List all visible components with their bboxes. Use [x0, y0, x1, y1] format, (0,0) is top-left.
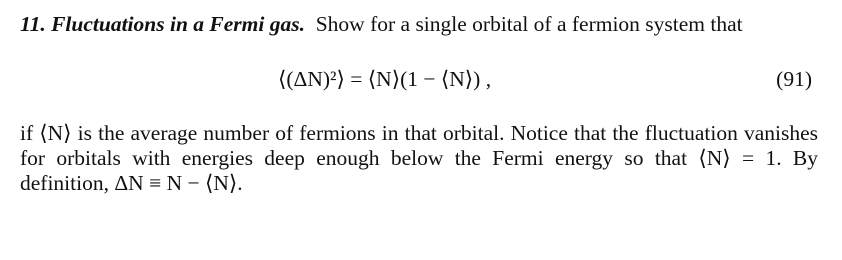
problem-heading — [20, 12, 305, 36]
body-text-3: By definition, — [20, 146, 819, 195]
problem-intro: Show for a single orbital of a fermion system that — [315, 12, 743, 36]
equation-number: (91) — [776, 67, 812, 91]
body-text-2: is the average number of fermions in that orbital. Notice that the fluctuation vanishes for orbitals with energies deep enough below the Fermi energy so that — [20, 121, 818, 170]
equation-rhs: ⟨N⟩(1 − ⟨N⟩) , — [367, 67, 492, 91]
problem-body — [20, 121, 818, 196]
problem-statement — [20, 12, 818, 37]
inline-math-expectation-n: ⟨N⟩ — [39, 121, 72, 145]
body-text-1: if — [20, 121, 34, 145]
problem-number: 11. — [20, 12, 46, 36]
problem-title: Fluctuations in a Fermi gas. — [51, 12, 305, 36]
problem-block — [20, 12, 818, 196]
inline-math-delta-n-definition: ΔN ≡ N − ⟨N⟩. — [114, 171, 243, 195]
display-equation — [20, 55, 818, 111]
equation-body: ⟨(ΔN)²⟩ = ⟨N⟩(1 − ⟨N⟩) , — [278, 67, 492, 91]
equation-lhs: ⟨(ΔN)²⟩ — [278, 67, 345, 91]
inline-math-n-equals-one: ⟨N⟩ = 1. — [698, 146, 782, 170]
